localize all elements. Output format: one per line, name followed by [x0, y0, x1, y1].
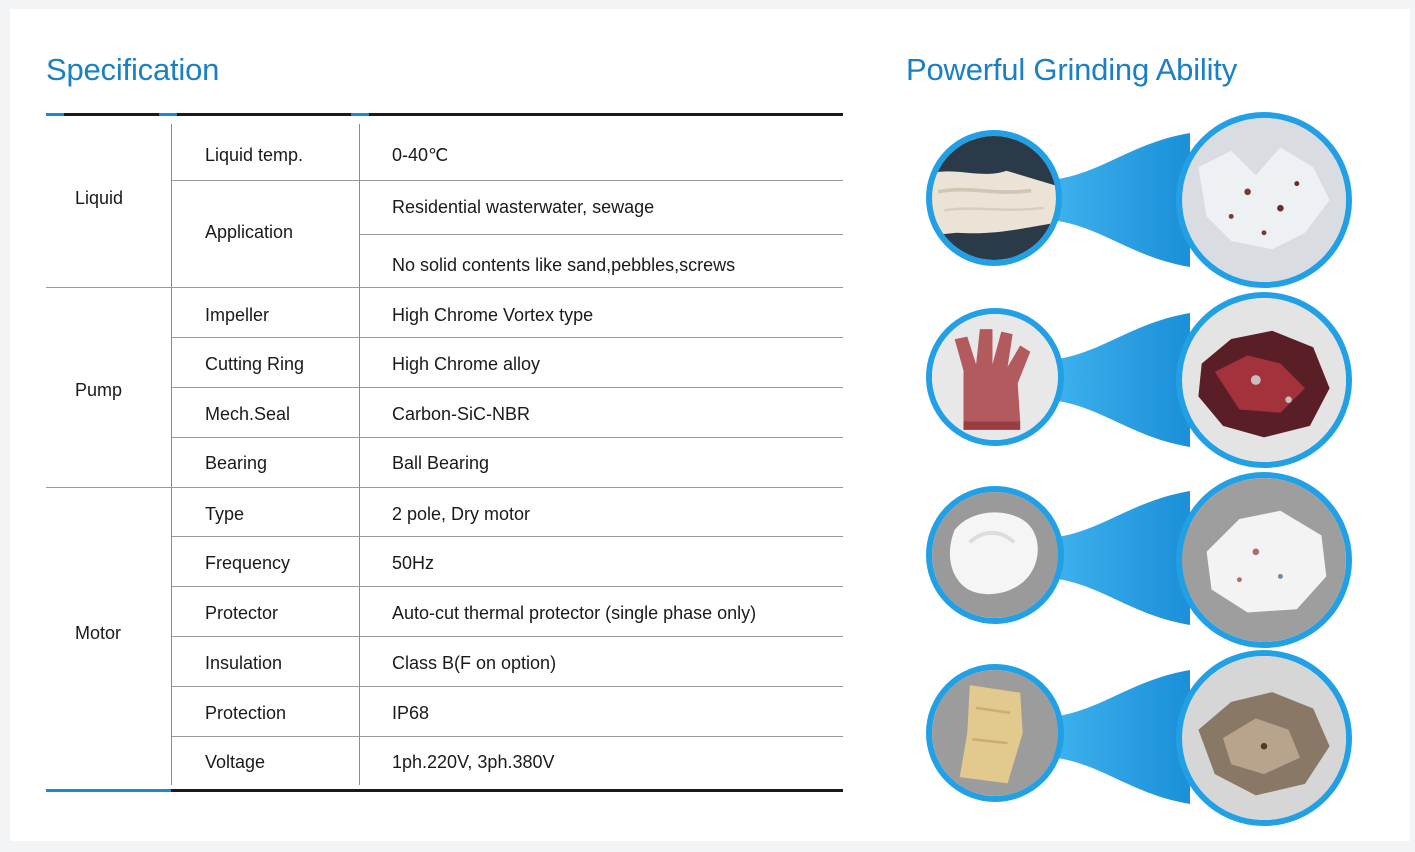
value-mech-seal: Carbon-SiC-NBR	[392, 404, 531, 424]
value-bearing: Ball Bearing	[392, 453, 490, 473]
group-motor: Motor	[75, 623, 122, 643]
shredded-towel-photo	[1176, 472, 1352, 648]
specification-title: Specification	[46, 52, 220, 87]
value-application-1: Residential wasterwater, sewage	[392, 197, 655, 217]
rubber-glove-photo	[926, 130, 1062, 266]
value-cutting-ring: High Chrome alloy	[392, 354, 541, 374]
grinding-title: Powerful Grinding Ability	[906, 52, 1237, 87]
value-application-2: No solid contents like sand,pebbles,screws	[392, 255, 736, 275]
label-type: Type	[205, 504, 245, 524]
label-protector: Protector	[205, 603, 279, 623]
label-bearing: Bearing	[205, 453, 268, 473]
label-insulation: Insulation	[205, 653, 283, 673]
shredded-rag-photo	[1176, 650, 1352, 826]
value-liquid-temp: 0-40℃	[392, 145, 449, 165]
shredded-knit-photo	[1176, 292, 1352, 468]
label-cutting-ring: Cutting Ring	[205, 354, 305, 374]
value-type: 2 pole, Dry motor	[392, 504, 531, 524]
group-liquid: Liquid	[75, 188, 124, 208]
value-insulation: Class B(F on option)	[392, 653, 557, 673]
value-protector: Auto-cut thermal protector (single phase only)	[392, 603, 757, 623]
label-liquid-temp: Liquid temp.	[205, 145, 304, 165]
label-application: Application	[205, 222, 294, 242]
white-towel-photo	[926, 486, 1064, 624]
value-impeller: High Chrome Vortex type	[392, 305, 594, 325]
value-frequency: 50Hz	[392, 553, 435, 573]
group-pump: Pump	[75, 380, 123, 400]
label-voltage: Voltage	[205, 752, 266, 772]
table-top-rule	[46, 113, 843, 116]
label-protection: Protection	[205, 703, 287, 723]
table-bottom-rule	[46, 789, 843, 792]
value-protection: IP68	[392, 703, 430, 723]
value-voltage: 1ph.220V, 3ph.380V	[392, 752, 555, 772]
label-frequency: Frequency	[205, 553, 291, 573]
label-impeller: Impeller	[205, 305, 270, 325]
label-mech-seal: Mech.Seal	[205, 404, 291, 424]
knit-glove-photo	[926, 308, 1064, 446]
cloth-rag-photo	[926, 664, 1064, 802]
shredded-rubber-photo	[1176, 112, 1352, 288]
